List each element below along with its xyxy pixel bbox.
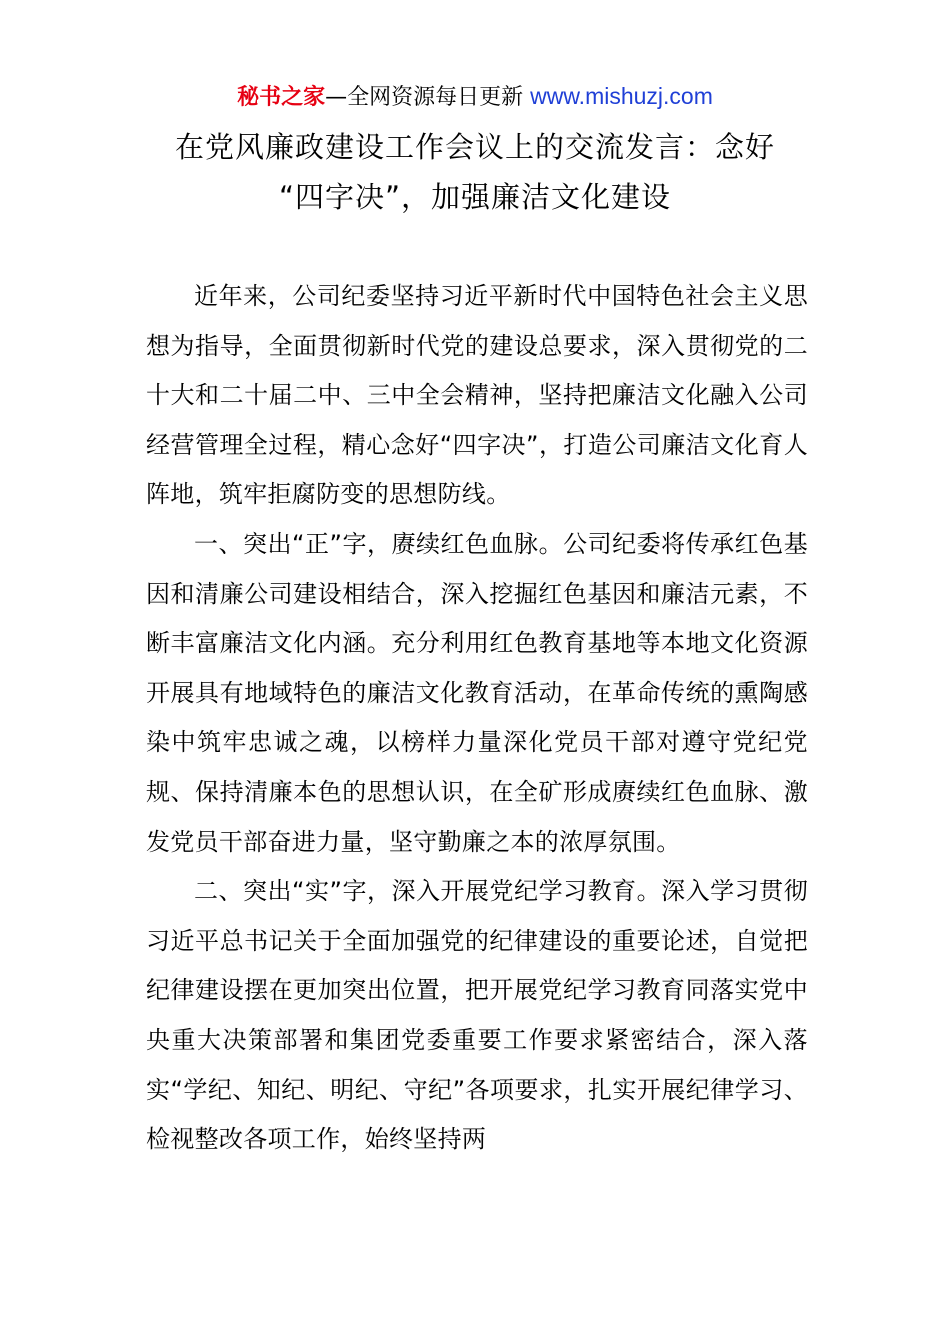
site-header	[0, 80, 950, 114]
title-line-2: “四字决”，加强廉洁文化建设	[278, 180, 672, 214]
paragraph-section-1: 一、突出“正”字，赓续红色血脉。公司纪委将传承红色基因和清廉公司建设相结合，深入挖掘红色基因和廉洁元素，不断丰富廉洁文化内涵。充分利用红色教育基地等本地文化资源开展具有地域特色的廉洁文化教育活动，在革命传统的熏陶感染中筑牢忠诚之魂，以榜样力量深化党员干部对遵守党纪党规、保持清廉本色的思想认识，在全矿形成赓续红色血脉、激发党员干部奋进力量，坚守勤廉之本的浓厚氛围。	[146, 529, 808, 856]
title-line-1: 在党风廉政建设工作会议上的交流发言：念好	[174, 130, 775, 164]
paragraph-section-2: 二、突出“实”字，深入开展党纪学习教育。深入学习贯彻习近平总书记关于全面加强党的纪律建设的重要论述，自觉把纪律建设摆在更加突出位置，把开展党纪学习教育同落实党中央重大决策部署和集团党委重要工作要求紧密结合，深入落实“学纪、知纪、明纪、守纪”各项要求，扎实开展纪律学习、检视整改各项工作，始终坚持两	[146, 877, 808, 1154]
document-body	[146, 272, 808, 1165]
paragraph-intro: 近年来，公司纪委坚持习近平新时代中国特色社会主义思想为指导，全面贯彻新时代党的建设总要求，深入贯彻党的二十大和二十届二中、三中全会精神，坚持把廉洁文化融入公司经营管理全过程，精心念好“四字决”，打造公司廉洁文化育人阵地，筑牢拒腐防变的思想防线。	[146, 282, 808, 509]
brand-name: 秘书之家	[237, 85, 326, 110]
document-title	[130, 122, 820, 222]
site-link[interactable]: www.mishuzj.com	[530, 83, 713, 109]
header-slogan: —全网资源每日更新	[325, 85, 531, 110]
